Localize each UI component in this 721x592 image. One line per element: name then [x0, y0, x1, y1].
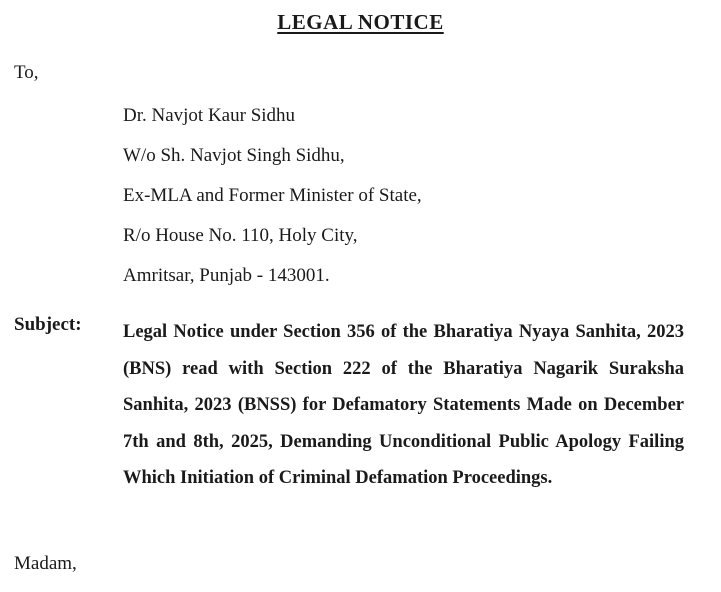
subject-text: Legal Notice under Section 356 of the Bharatiya Nyaya Sanhita, 2023 (BNS) read with Section 222 of the Bharatiya Nagarik Suraksha Sanhita, 2023 (BNSS) for Defamatory Statements Made on December 7th and 8th, 2025, Demanding Unconditional Public Apology Failing Which Initiation of Criminal Defamation Proceedings. [123, 322, 684, 488]
addressee-line: W/o Sh. Navjot Singh Sidhu, [123, 145, 345, 166]
document-title-text: LEGAL NOTICE [277, 10, 444, 34]
addressee-line: Dr. Navjot Kaur Sidhu [123, 105, 296, 126]
addressee-block [123, 103, 422, 303]
addressee-line: Amritsar, Punjab - 143001. [123, 265, 330, 286]
addressee-line: Ex-MLA and Former Minister of State, [123, 185, 422, 206]
addressee-line: R/o House No. 110, Holy City, [123, 225, 358, 246]
subject-label: Subject: [14, 314, 82, 335]
document-title [0, 10, 721, 35]
salutation: Madam, [14, 553, 77, 574]
to-label: To, [14, 62, 39, 83]
